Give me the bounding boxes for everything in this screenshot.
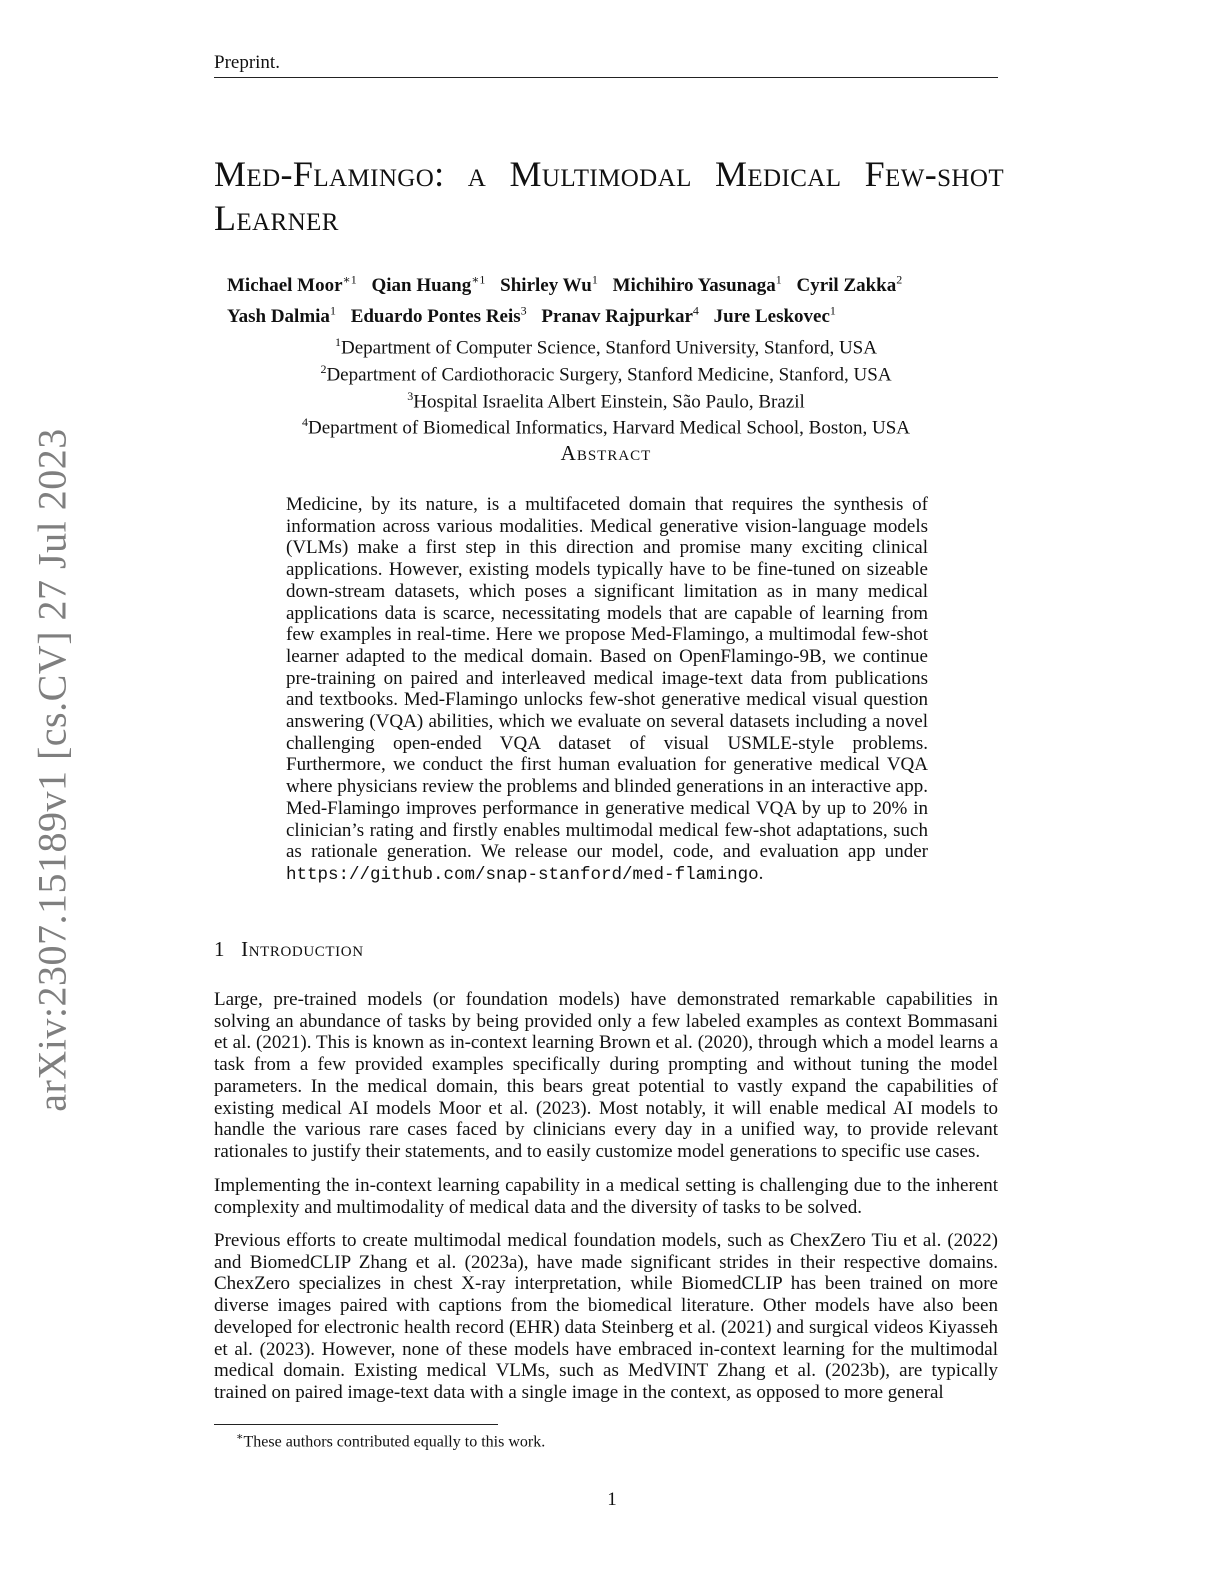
paper-title: Med-Flamingo: a Multimodal Medical Few-shot Learner xyxy=(214,154,1004,238)
author: Qian Huang$^{∗1}$ xyxy=(371,273,486,297)
abstract-heading: Abstract xyxy=(560,441,652,465)
author-line xyxy=(227,268,1007,298)
section-title: Introduction xyxy=(241,937,364,961)
intro-paragraph-1: Large, pre-trained models (or foundation models) have demonstrated remarkable capabilities in solving an abundance of tasks by being provided only a few labeled examples as context Bommasani et al. (2021). This is known as in-context learning Brown et al. (2020), through which a model learns a task from a few provided examples specifically during prompting and without tuning the model parameters. In the medical domain, this bears great potential to vastly expand the capabilities of existing medical AI models Moor et al. (2023). Most notably, it will enable medical AI models to handle the various rare cases faced by clinicians every day in a unified way, to provide relevant rationales to justify their statements, and to easily customize model generations to specific use cases. xyxy=(214,989,998,1162)
author: Eduardo Pontes Reis$^3$ xyxy=(350,303,527,327)
section-number: 1 xyxy=(214,937,226,961)
abstract-text: Medicine, by its nature, is a multifaceted domain that requires the synthesis of information across various modalities. Medical generative vision-language models (VLMs) make a first step in this direction and promise many exciting clinical applications. However, existing models typically have to be fine-tuned on sizeable down-stream datasets, which poses a significant limitation as in many medical applications data is scarce, necessitating models that are capable of learning from few examples in real-time. Here we propose Med-Flamingo, a multimodal few-shot learner adapted to the medical domain. Based on OpenFlamingo-9B, we continue pre-training on paired and interleaved medical image-text data from publications and textbooks. Med-Flamingo unlocks few-shot generative medical visual question answering (VQA) abilities, which we evaluate on several datasets including a novel challenging open-ended VQA dataset of visual USMLE-style problems. Furthermore, we conduct the first human evaluation for generative medical VQA where physicians review the problems and blinded generations in an interactive app. Med-Flamingo improves performance in generative medical VQA by up to 20% in clinician’s rating and firstly enables multimodal medical few-shot adaptations, such as rationale generation. We release our model, code, and evaluation app under xyxy=(286,494,928,863)
author: Jure Leskovec$^1$ xyxy=(713,303,836,327)
footnote: ∗These authors contributed equally to this work. xyxy=(236,1431,546,1451)
affiliations xyxy=(214,332,998,439)
page-number: 1 xyxy=(607,1489,617,1510)
author: Michihiro Yasunaga$^1$ xyxy=(612,273,782,297)
author: Yash Dalmia$^1$ xyxy=(227,303,336,327)
section-heading xyxy=(214,937,364,962)
intro-paragraph-3: Previous efforts to create multimodal medical foundation models, such as ChexZero Tiu et al. (2022) and BiomedCLIP Zhang et al. (2023a), have made significant strides in their respective domains. ChexZero specializes in chest X-ray interpretation, while BiomedCLIP has been trained on more diverse images paired with captions from the biomedical literature. Other models have also been developed for electronic health record (EHR) data Steinberg et al. (2021) and surgical videos Kiyasseh et al. (2023). However, none of these models have embraced in-context learning for the multimodal medical domain. Existing medical VLMs, such as MedVINT Zhang et al. (2023b), are typically trained on paired image-text data with a single image in the context, as opposed to more general xyxy=(214,1230,998,1403)
affiliation: $^4$Department of Biomedical Informatics, Harvard Medical School, Boston, USA xyxy=(301,415,911,439)
author: Pranav Rajpurkar$^4$ xyxy=(541,303,699,327)
code-url-link[interactable]: https://github.com/snap-stanford/med-flamingo xyxy=(286,864,759,885)
running-head: Preprint. xyxy=(214,52,998,78)
author-list xyxy=(227,268,1007,329)
affiliation: $^2$Department of Cardiothoracic Surgery, Stanford Medicine, Stanford, USA xyxy=(320,361,892,386)
author: Michael Moor$^{∗1}$ xyxy=(227,273,357,297)
abstract xyxy=(286,494,928,887)
affiliation: $^3$Hospital Israelita Albert Einstein, São Paulo, Brazil xyxy=(407,388,805,412)
author: Shirley Wu$^1$ xyxy=(500,273,598,297)
abstract-end: . xyxy=(758,862,764,884)
footnote-rule xyxy=(214,1424,498,1425)
author: Cyril Zakka$^2$ xyxy=(796,273,903,297)
arxiv-side-stamp: arXiv:2307.15189v1 [cs.CV] 27 Jul 2023 xyxy=(29,428,75,1112)
affiliation: $^1$Department of Computer Science, Stanford University, Stanford, USA xyxy=(335,335,877,359)
intro-paragraph-2: Implementing the in-context learning capability in a medical setting is challenging due to the inherent complexity and multimodality of medical data and the diversity of tasks to be solved. xyxy=(214,1175,998,1218)
author-line xyxy=(227,298,1007,328)
